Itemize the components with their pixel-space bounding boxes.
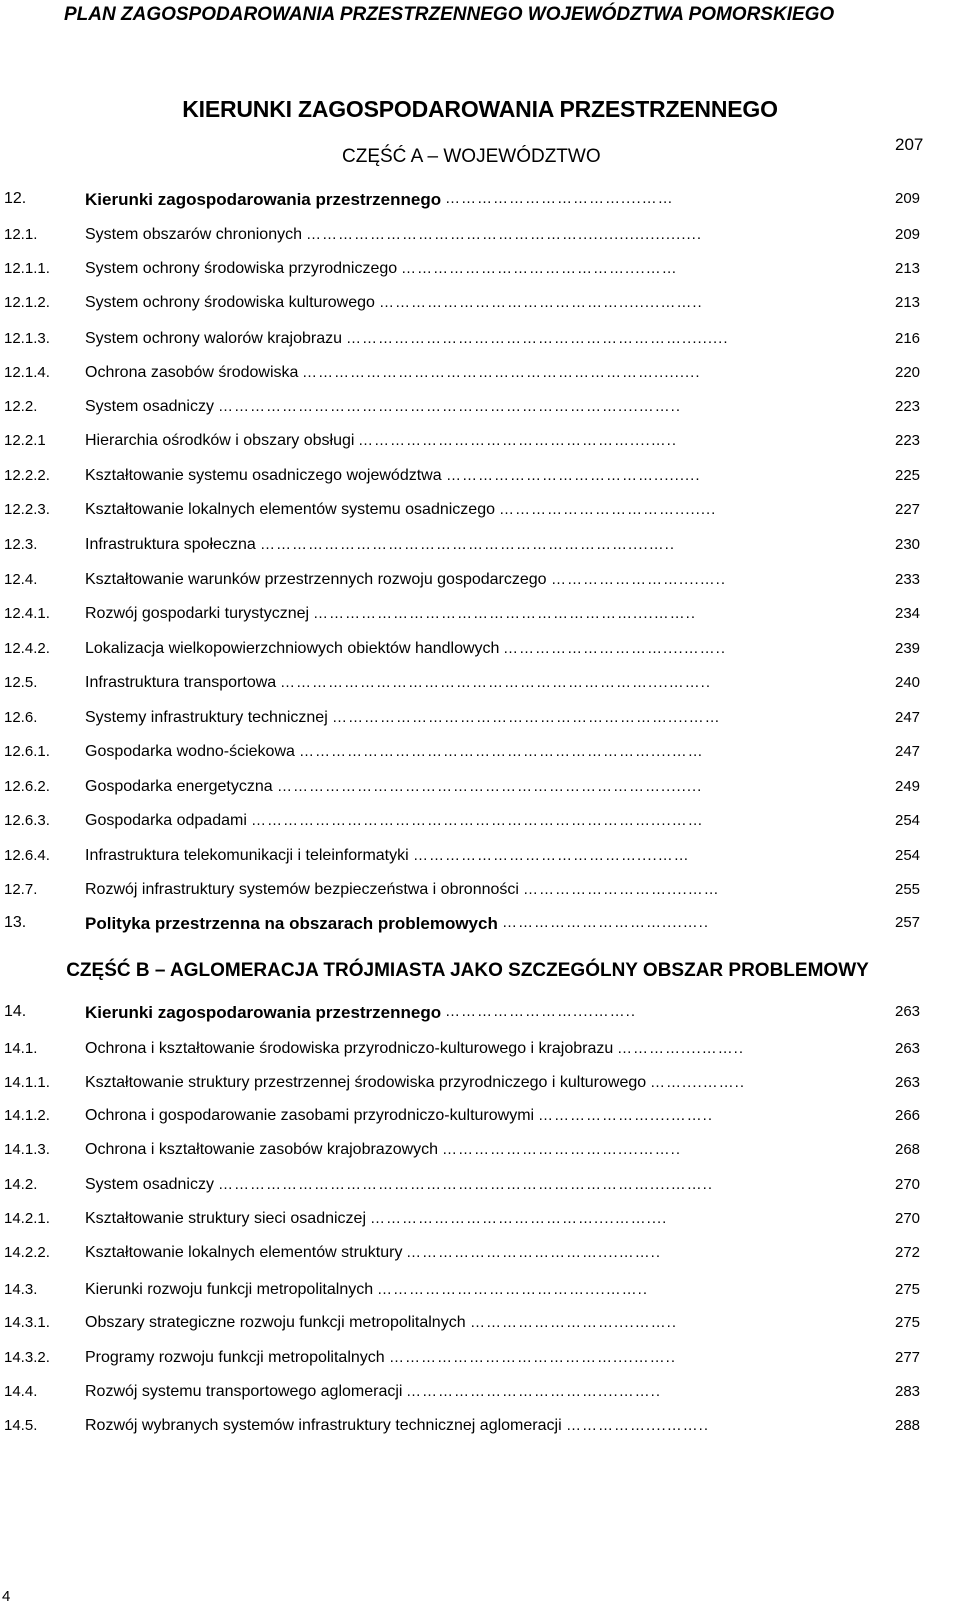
running-header: PLAN ZAGOSPODAROWANIA PRZESTRZENNEGO WOJEWÓDZTWA POMORSKIEGO — [64, 4, 835, 25]
toc-entry-title: Infrastruktura telekomunikacji i teleinformatyki — [85, 847, 409, 864]
toc-entry-title: Gospodarka odpadami — [85, 812, 247, 829]
toc-entry-number: 12.2.1 — [4, 432, 46, 449]
toc-entry-number: 14. — [4, 1003, 27, 1020]
toc-entry-number: 12.1.3. — [4, 330, 50, 347]
toc-entry-page-number: 233 — [895, 571, 921, 588]
toc-entry-title: Rozwój systemu transportowego aglomeracji — [85, 1383, 403, 1400]
toc-entry[interactable] — [0, 398, 960, 424]
toc-entry-number: 14.2.1. — [4, 1210, 50, 1227]
toc-entry-page-number: 255 — [895, 881, 921, 898]
toc-entry-leader-dots: ……………………………………………………………....…….. — [280, 674, 712, 691]
toc-entry-page-number: 272 — [895, 1244, 921, 1261]
toc-entry[interactable] — [0, 1210, 960, 1236]
toc-entry[interactable] — [0, 1281, 960, 1307]
toc-entry-leader-dots: ……………………………………………....….. — [358, 432, 678, 449]
toc-entry-page-number: 234 — [895, 605, 921, 622]
toc-entry-title: Ochrona i kształtowanie zasobów krajobrazowych — [85, 1141, 439, 1158]
toc-entry[interactable] — [0, 881, 960, 907]
toc-entry-page-number: 230 — [895, 536, 921, 553]
toc-entry-leader-dots: …………………....…….. — [538, 1107, 714, 1124]
toc-entry-page-number: 277 — [895, 1349, 921, 1366]
toc-entry-title: Hierarchia ośrodków i obszary obsługi — [85, 432, 355, 449]
toc-entry-title: Kształtowanie lokalnych elementów systemu osadniczego — [85, 501, 495, 518]
toc-entry[interactable] — [0, 743, 960, 769]
main-title: KIERUNKI ZAGOSPODAROWANIA PRZESTRZENNEGO — [182, 96, 778, 122]
toc-entry-title: Systemy infrastruktury technicznej — [85, 709, 328, 726]
toc-entry-leader-dots: ……………………....….. — [551, 571, 727, 588]
toc-entry-title: Ochrona zasobów środowiska — [85, 364, 299, 381]
toc-entry-title: System ochrony środowiska przyrodniczego — [85, 260, 398, 277]
toc-entry-page-number: 275 — [895, 1314, 921, 1331]
toc-entry-page-number: 275 — [895, 1281, 921, 1298]
toc-entry[interactable] — [0, 847, 960, 873]
toc-entry-leader-dots: ………………………………....…….. — [406, 1244, 662, 1261]
toc-entry-title: Infrastruktura społeczna — [85, 536, 256, 553]
toc-entry-title: Lokalizacja wielkopowierzchniowych obiektów handlowych — [85, 640, 500, 657]
toc-entry-leader-dots: …………………………………………………………………....…….. — [218, 398, 682, 415]
toc-entry-title: System obszarów chronionych — [85, 226, 302, 243]
toc-entry-title: Gospodarka energetyczna — [85, 778, 273, 795]
toc-entry-page-number: 216 — [895, 330, 921, 347]
toc-entry-page-number: 249 — [895, 778, 921, 795]
toc-entry-title: Obszary strategiczne rozwoju funkcji metropolitalnych — [85, 1314, 466, 1331]
toc-entry-leader-dots: …………………………………......... — [446, 467, 701, 484]
toc-entry-leader-dots: ………………………………………………………………………....…….. — [218, 1176, 714, 1193]
toc-entry-title: Rozwój wybranych systemów infrastruktury technicznej aglomeracji — [85, 1417, 562, 1434]
toc-entry-number: 12.4.1. — [4, 605, 50, 622]
toc-entry-leader-dots: ……………………………........ — [499, 501, 717, 518]
toc-entry[interactable] — [0, 1141, 960, 1167]
toc-entry-page-number: 268 — [895, 1141, 921, 1158]
toc-entry-title: Ochrona i gospodarowanie zasobami przyrodniczo-kulturowymi — [85, 1107, 535, 1124]
toc-entry[interactable] — [0, 294, 960, 320]
toc-entry-page-number: 213 — [895, 294, 921, 311]
toc-entry[interactable] — [0, 1417, 960, 1443]
toc-entry-number: 12.3. — [4, 536, 38, 553]
toc-entry-page-number: 225 — [895, 467, 921, 484]
toc-entry-page-number: 283 — [895, 1383, 921, 1400]
toc-entry-page-number: 227 — [895, 501, 921, 518]
toc-entry-title: Rozwój infrastruktury systemów bezpieczeństwa i obronności — [85, 881, 519, 898]
toc-entry-number: 12.1.2. — [4, 294, 50, 311]
toc-entry[interactable] — [0, 674, 960, 700]
toc-entry[interactable] — [0, 709, 960, 735]
toc-entry[interactable] — [0, 571, 960, 597]
toc-entry-title: System ochrony walorów krajobrazu — [85, 330, 342, 347]
toc-entry-title: Kształtowanie warunków przestrzennych rozwoju gospodarczego — [85, 571, 547, 588]
toc-entry-title: System osadniczy — [85, 1176, 214, 1193]
footer-page-number: 4 — [2, 1588, 11, 1605]
toc-entry-leader-dots: …………………………………....…….. — [377, 1281, 649, 1298]
toc-entry[interactable] — [0, 432, 960, 458]
toc-entry-leader-dots: …………………………………………………………......... — [302, 364, 701, 381]
toc-entry-number: 14.2.2. — [4, 1244, 50, 1261]
toc-entry-title: Kształtowanie struktury sieci osadniczej — [85, 1210, 367, 1227]
toc-entry-title: Gospodarka wodno-ściekowa — [85, 743, 295, 760]
toc-entry[interactable] — [0, 226, 960, 252]
toc-entry[interactable] — [0, 605, 960, 631]
toc-entry-page-number: 209 — [895, 226, 921, 243]
toc-entry-leader-dots: ……………………………………………………....…….. — [313, 605, 697, 622]
toc-entry-title: Kierunki rozwoju funkcji metropolitalnych — [85, 1281, 374, 1298]
toc-entry-page-number: 263 — [895, 1003, 921, 1020]
toc-entry-leader-dots: ………………………………....…….. — [406, 1383, 662, 1400]
toc-entry-number: 14.3. — [4, 1281, 38, 1298]
toc-entry-leader-dots: ……………....…….. — [566, 1417, 710, 1434]
toc-entry-number: 14.5. — [4, 1417, 38, 1434]
toc-entry-page-number: 240 — [895, 674, 921, 691]
toc-entry[interactable] — [0, 260, 960, 286]
toc-entry-page-number: 257 — [895, 914, 921, 931]
toc-entry-leader-dots: ……………………………………....…… — [401, 260, 678, 277]
toc-entry-leader-dots: ………………………………………........…….. — [379, 294, 703, 311]
toc-entry-number: 12. — [4, 190, 27, 207]
toc-entry-page-number: 270 — [895, 1210, 921, 1227]
toc-entry-title: Kształtowanie struktury przestrzennej środowiska przyrodniczego i kulturowego — [85, 1074, 647, 1091]
toc-entry[interactable] — [0, 1176, 960, 1202]
toc-entry-title: Kierunki zagospodarowania przestrzennego — [85, 190, 442, 209]
toc-entry-leader-dots: ………………………....…… — [523, 881, 720, 898]
toc-entry-number: 12.5. — [4, 674, 38, 691]
toc-entry-number: 14.3.1. — [4, 1314, 50, 1331]
part-b-heading: CZĘŚĆ B – AGLOMERACJA TRÓJMIASTA JAKO SZCZEGÓLNY OBSZAR PROBLEMOWY — [66, 960, 869, 981]
toc-entry-leader-dots: ………………………………………………………....…… — [332, 709, 721, 726]
toc-entry-number: 14.3.2. — [4, 1349, 50, 1366]
toc-entry-page-number: 254 — [895, 847, 921, 864]
toc-entry-page-number: 266 — [895, 1107, 921, 1124]
toc-entry-page-number: 247 — [895, 709, 921, 726]
toc-entry-number: 14.1.3. — [4, 1141, 50, 1158]
toc-entry-page-number: 263 — [895, 1074, 921, 1091]
toc-entry-page-number: 223 — [895, 432, 921, 449]
toc-entry[interactable] — [0, 536, 960, 562]
toc-entry-page-number: 220 — [895, 364, 921, 381]
toc-entry-title: Infrastruktura transportowa — [85, 674, 277, 691]
toc-entry[interactable] — [0, 1040, 960, 1066]
toc-entry-page-number: 263 — [895, 1040, 921, 1057]
toc-entry-page-number: 247 — [895, 743, 921, 760]
toc-entry[interactable] — [0, 1349, 960, 1375]
toc-entry[interactable] — [0, 914, 960, 940]
toc-entry-title: Kierunki zagospodarowania przestrzennego — [85, 1003, 442, 1022]
toc-entry-leader-dots: ……………………………………………………………....….. — [260, 536, 676, 553]
toc-entry-leader-dots: …………………………....…….. — [503, 640, 727, 657]
toc-entry-leader-dots: ………………………………………………………………........ — [277, 778, 703, 795]
toc-entry-page-number: 239 — [895, 640, 921, 657]
toc-entry[interactable] — [0, 812, 960, 838]
toc-entry-page-number: 288 — [895, 1417, 921, 1434]
toc-entry-page-number: 209 — [895, 190, 921, 207]
toc-entry[interactable] — [0, 640, 960, 666]
toc-entry-number: 12.6.3. — [4, 812, 50, 829]
toc-entry-number: 12.6.1. — [4, 743, 50, 760]
toc-entry[interactable] — [0, 1383, 960, 1409]
toc-entry-title: Rozwój gospodarki turystycznej — [85, 605, 310, 622]
toc-entry-title: Kształtowanie systemu osadniczego województwa — [85, 467, 442, 484]
toc-entry[interactable] — [0, 778, 960, 804]
toc-entry-number: 13. — [4, 914, 27, 931]
toc-entry-title: System osadniczy — [85, 398, 214, 415]
toc-entry-title: System ochrony środowiska kulturowego — [85, 294, 375, 311]
toc-entry-number: 12.6. — [4, 709, 38, 726]
toc-entry-title: Ochrona i kształtowanie środowiska przyrodniczo-kulturowego i krajobrazu — [85, 1040, 614, 1057]
toc-entry-leader-dots: ……………………………………………........................ — [306, 226, 703, 243]
part-a-heading: CZĘŚĆ A – WOJEWÓDZTWO — [342, 146, 601, 167]
toc-entry-leader-dots: ………………………....…….. — [470, 1314, 678, 1331]
toc-entry-leader-dots: ……………………………....…… — [445, 190, 674, 207]
toc-entry-leader-dots: ……………………………………....…….... — [370, 1210, 668, 1227]
toc-entry-page-number: 223 — [895, 398, 921, 415]
toc-entry-number: 12.2.3. — [4, 501, 50, 518]
toc-entry-page-number: 254 — [895, 812, 921, 829]
toc-entry-leader-dots: …………………………………………………………………....…… — [251, 812, 704, 829]
toc-entry-page-number: 213 — [895, 260, 921, 277]
toc-entry[interactable] — [0, 467, 960, 493]
toc-entry-number: 14.1. — [4, 1040, 38, 1057]
toc-entry-number: 12.4.2. — [4, 640, 50, 657]
toc-entry[interactable] — [0, 1074, 960, 1100]
toc-entry-number: 14.1.2. — [4, 1107, 50, 1124]
toc-entry-number: 12.7. — [4, 881, 38, 898]
toc-entry-leader-dots: ……....…….. — [650, 1074, 746, 1091]
toc-entry[interactable] — [0, 1003, 960, 1029]
toc-entry-number: 12.1.1. — [4, 260, 50, 277]
toc-entry-leader-dots: …………………………………………………………....…… — [299, 743, 704, 760]
toc-entry-number: 12.2. — [4, 398, 38, 415]
toc-entry[interactable] — [0, 1107, 960, 1133]
toc-entry-leader-dots: ……………………………....…….. — [442, 1141, 682, 1158]
toc-entry-leader-dots: ……………………………………....…….. — [389, 1349, 677, 1366]
toc-entry-number: 14.1.1. — [4, 1074, 50, 1091]
toc-entry-number: 12.1.4. — [4, 364, 50, 381]
toc-entry-title: Polityka przestrzenna na obszarach problemowych — [85, 914, 498, 933]
toc-entry-leader-dots: …………....…….. — [617, 1040, 745, 1057]
toc-entry-number: 12.6.4. — [4, 847, 50, 864]
toc-entry-number: 12.4. — [4, 571, 38, 588]
part-a-page-number: 207 — [895, 135, 924, 154]
toc-entry-page-number: 270 — [895, 1176, 921, 1193]
toc-entry-number: 12.2.2. — [4, 467, 50, 484]
toc-entry-leader-dots: …………………………....….. — [502, 914, 710, 931]
toc-entry-leader-dots: ……………………………………....…… — [413, 847, 690, 864]
toc-entry-leader-dots: ……………………....…….. — [445, 1003, 637, 1020]
toc-entry-title: Kształtowanie lokalnych elementów struktury — [85, 1244, 403, 1261]
toc-entry-number: 12.1. — [4, 226, 38, 243]
toc-entry-leader-dots: ………………………………………………………......... — [346, 330, 729, 347]
toc-entry[interactable] — [0, 1244, 960, 1270]
toc-entry-title: Programy rozwoju funkcji metropolitalnych — [85, 1349, 385, 1366]
toc-entry-number: 14.2. — [4, 1176, 38, 1193]
toc-entry[interactable] — [0, 1314, 960, 1340]
toc-entry-number: 14.4. — [4, 1383, 38, 1400]
toc-entry[interactable] — [0, 364, 960, 390]
toc-entry-number: 12.6.2. — [4, 778, 50, 795]
toc-entry[interactable] — [0, 190, 960, 216]
toc-entry[interactable] — [0, 330, 960, 356]
toc-entry[interactable] — [0, 501, 960, 527]
